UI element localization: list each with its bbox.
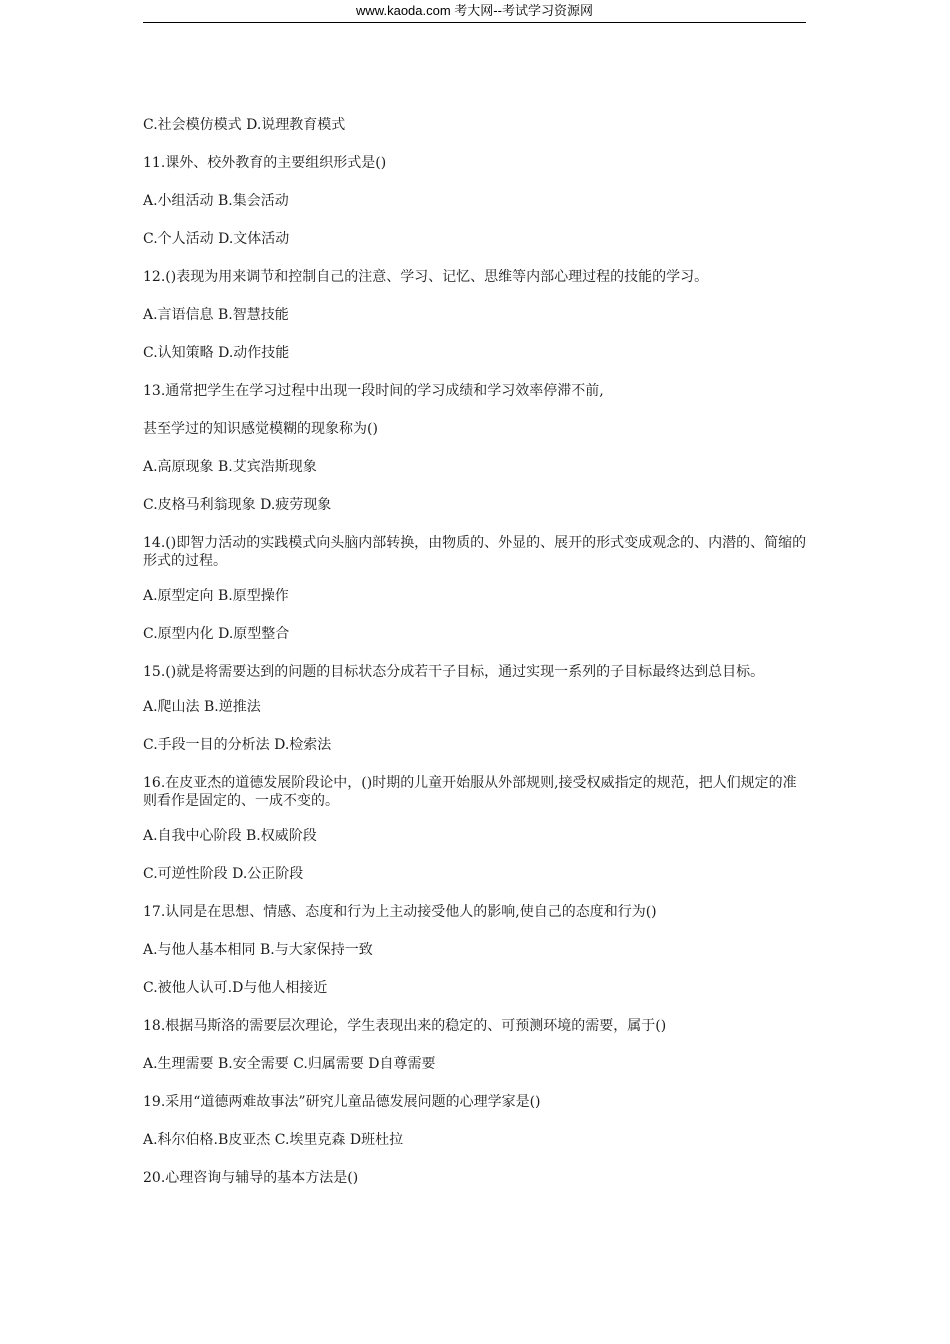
question-19: 19.采用“道德两难故事法”研究儿童品德发展问题的心理学家是() bbox=[143, 1094, 541, 1110]
question-13: 13.通常把学生在学习过程中出现一段时间的学习成绩和学习效率停滞不前, bbox=[143, 383, 604, 399]
option-line: A.原型定向 B.原型操作 bbox=[143, 588, 289, 604]
option-line: C.社会模仿模式 D.说理教育模式 bbox=[143, 117, 346, 133]
option-line: C.被他人认可.D与他人相接近 bbox=[143, 980, 328, 996]
question-20: 20.心理咨询与辅导的基本方法是() bbox=[143, 1170, 359, 1186]
question-11: 11.课外、校外教育的主要组织形式是() bbox=[143, 155, 387, 171]
option-line: C.个人活动 D.文体活动 bbox=[143, 231, 290, 247]
question-12: 12.()表现为用来调节和控制自己的注意、学习、记忆、思维等内部心理过程的技能的学习。 bbox=[143, 269, 709, 285]
option-line: A.生理需要 B.安全需要 C.归属需要 D自尊需要 bbox=[143, 1056, 436, 1072]
option-line: A.与他人基本相同 B.与大家保持一致 bbox=[143, 942, 373, 958]
option-line: C.可逆性阶段 D.公正阶段 bbox=[143, 866, 304, 882]
option-line: A.爬山法 B.逆推法 bbox=[143, 699, 261, 715]
question-15: 15.()就是将需要达到的问题的目标状态分成若干子目标，通过实现一系列的子目标最终达到总目标。 bbox=[143, 664, 765, 680]
option-line: C.原型内化 D.原型整合 bbox=[143, 626, 290, 642]
option-line: C.皮格马利翁现象 D.疲劳现象 bbox=[143, 497, 332, 513]
question-17: 17.认同是在思想、情感、态度和行为上主动接受他人的影响,使自己的态度和行为() bbox=[143, 904, 657, 920]
document-body bbox=[143, 116, 808, 1207]
option-line: A.自我中心阶段 B.权威阶段 bbox=[143, 828, 317, 844]
question-14: 14.()即智力活动的实践模式向头脑内部转换，由物质的、外显的、展开的形式变成观念的、内潜的、简缩的形式的过程。 bbox=[143, 535, 807, 569]
question-18: 18.根据马斯洛的需要层次理论，学生表现出来的稳定的、可预测环境的需要，属于() bbox=[143, 1018, 667, 1034]
option-line: C.认知策略 D.动作技能 bbox=[143, 345, 290, 361]
option-line: A.言语信息 B.智慧技能 bbox=[143, 307, 289, 323]
option-line: C.手段一目的分析法 D.检索法 bbox=[143, 737, 332, 753]
question-16: 16.在皮亚杰的道德发展阶段论中，()时期的儿童开始服从外部规则,接受权威指定的规范，把人们规定的准则看作是固定的、一成不变的。 bbox=[143, 775, 797, 809]
option-line: A.高原现象 B.艾宾浩斯现象 bbox=[143, 459, 317, 475]
question-13-continued: 甚至学过的知识感觉模糊的现象称为() bbox=[143, 421, 378, 437]
page-header: www.kaoda.com 考大网--考试学习资源网 bbox=[143, 0, 806, 23]
option-line: A.科尔伯格.B皮亚杰 C.埃里克森 D班杜拉 bbox=[143, 1132, 404, 1148]
option-line: A.小组活动 B.集会活动 bbox=[143, 193, 289, 209]
